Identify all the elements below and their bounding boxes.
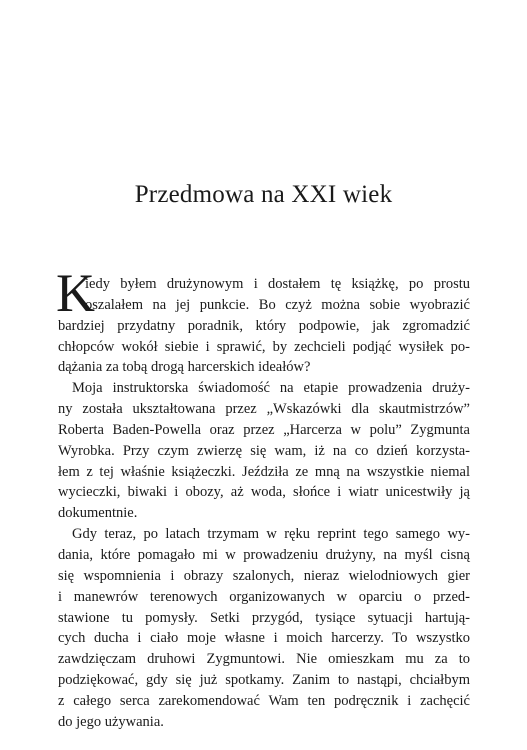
- text-line: oszalałem na jej punkcie. Bo czyż można sobie wyobrazić: [85, 296, 470, 313]
- text-line: Moja instruktorska świadomość na etapie prowadzenia druży-: [72, 380, 470, 397]
- text-line: i manewrów terenowych organizowanych w oparciu o przed-: [58, 588, 470, 605]
- text-line: ny została ukształtowana przez „Wskazówki dla skautmistrzów”: [58, 401, 470, 418]
- text-line: wycieczki, biwaki i obozy, aż woda, słońce i wiatr unicestwiły ją: [58, 484, 470, 501]
- text-line: podziękować, gdy się już spotkamy. Zanim to nastąpi, chciałbym: [58, 672, 470, 689]
- text-line: iedy byłem drużynowym i dostałem tę książkę, po prostu: [85, 276, 470, 292]
- text-line: chłopców wokół siebie i sprawić, by zechcieli podjąć wysiłek po-: [58, 338, 470, 355]
- text-line: do jego używania.: [58, 713, 164, 730]
- text-line: stawione tu pomysły. Setki przygód, tysiące sytuacji hartują-: [58, 609, 470, 626]
- text-line: się wspomnienia i obrazy szalonych, nieraz wielodniowych gier: [58, 567, 470, 584]
- chapter-title: Przedmowa na XXI wiek: [134, 181, 393, 208]
- paragraph-2: [58, 378, 470, 524]
- drop-cap: K: [56, 263, 95, 323]
- text-line: zawdzięczam druhowi Zygmuntowi. Nie omieszkam mu za to: [58, 651, 470, 668]
- text-line: Gdy teraz, po latach trzymam w ręku reprint tego samego wy-: [72, 526, 470, 543]
- text-line: Roberta Baden-Powella oraz przez „Harcerza w polu” Zygmunta: [58, 421, 470, 438]
- paragraph-3: [58, 524, 470, 732]
- text-line: dążania za tobą drogą harcerskich ideałów?: [58, 359, 311, 376]
- chapter-body: [56, 263, 470, 733]
- text-line: z całego serca zarekomendować Wam ten podręcznik i zachęcić: [58, 692, 470, 709]
- text-line: Wyrobka. Przy czym zwierzę się wam, iż na co dzień korzysta-: [58, 442, 470, 459]
- text-line: bardziej przydatny poradnik, który podpowie, jak zgromadzić: [58, 317, 470, 334]
- paragraph-1: [58, 274, 470, 378]
- text-line: dania, które pomagało mi w prowadzeniu drużyny, na myśl cisną: [58, 546, 470, 563]
- text-line: dokumentnie.: [58, 505, 138, 522]
- text-line: cych ducha i ciało moje własne i moich harcerzy. To wszystko: [58, 630, 470, 647]
- text-line: łem z tej właśnie książeczki. Jeździła ze mną na wszystkie niemal: [58, 463, 470, 480]
